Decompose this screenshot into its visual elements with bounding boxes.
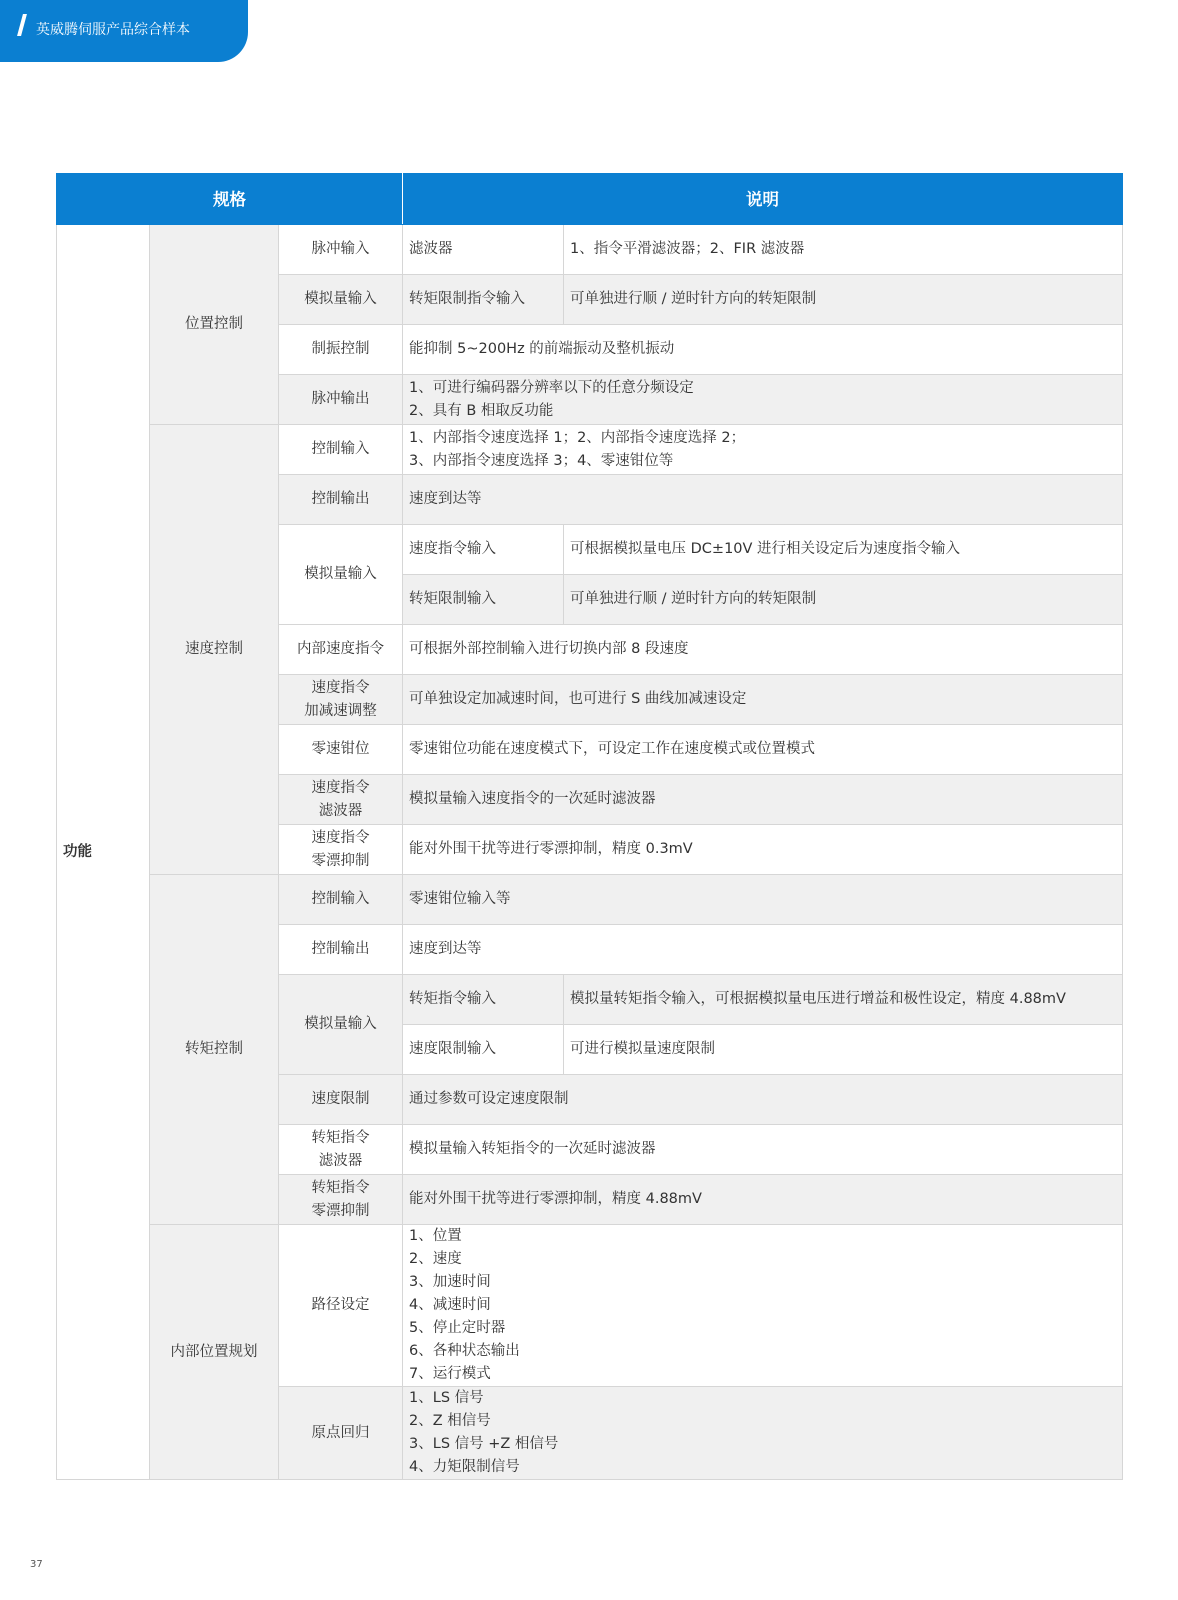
row-sublabel: 速度限制输入	[403, 1025, 564, 1075]
row-label: 控制输出	[279, 925, 403, 975]
row-label	[279, 1125, 403, 1175]
row-value: 速度到达等	[403, 475, 1123, 525]
row-label: 原点回归	[279, 1387, 403, 1480]
row-value: 可单独进行顺 / 逆时针方向的转矩限制	[564, 575, 1123, 625]
row-value: 能对外围干扰等进行零漂抑制，精度 4.88mV	[403, 1175, 1123, 1225]
value-line: 4、力矩限制信号	[409, 1459, 520, 1475]
row-value	[403, 1225, 1123, 1387]
page-number: 37	[30, 1559, 43, 1570]
row-value: 可单独设定加减速时间，也可进行 S 曲线加减速设定	[403, 675, 1123, 725]
section-planning: 内部位置规划	[150, 1225, 279, 1480]
row-sublabel: 速度指令输入	[403, 525, 564, 575]
header-spec: 规格	[57, 174, 403, 225]
section-position: 位置控制	[150, 225, 279, 425]
value-line: 5、停止定时器	[409, 1320, 506, 1336]
label-line: 转矩指令	[311, 1129, 370, 1146]
value-line: 3、LS 信号 +Z 相信号	[409, 1436, 559, 1452]
label-line: 速度指令	[311, 829, 370, 846]
row-sublabel: 滤波器	[403, 225, 564, 275]
slash-icon	[17, 14, 27, 36]
row-label: 模拟量输入	[279, 975, 403, 1075]
row-value: 能对外围干扰等进行零漂抑制，精度 0.3mV	[403, 825, 1123, 875]
value-line: 6、各种状态输出	[409, 1343, 520, 1359]
row-value	[403, 425, 1123, 475]
row-label: 零速钳位	[279, 725, 403, 775]
header-title: 英威腾伺服产品综合样本	[36, 22, 190, 38]
category-cell: 功能	[57, 225, 150, 1480]
label-line: 滤波器	[318, 1152, 363, 1169]
section-speed: 速度控制	[150, 425, 279, 875]
label-line: 零漂抑制	[311, 1202, 370, 1219]
row-label: 制振控制	[279, 325, 403, 375]
row-label: 脉冲输入	[279, 225, 403, 275]
row-value: 可根据外部控制输入进行切换内部 8 段速度	[403, 625, 1123, 675]
row-label: 内部速度指令	[279, 625, 403, 675]
row-label: 模拟量输入	[279, 275, 403, 325]
row-value: 能抑制 5~200Hz 的前端振动及整机振动	[403, 325, 1123, 375]
row-value: 可单独进行顺 / 逆时针方向的转矩限制	[564, 275, 1123, 325]
row-sublabel: 转矩限制输入	[403, 575, 564, 625]
label-line: 速度指令	[311, 779, 370, 796]
spec-table	[56, 173, 1123, 1480]
label-line: 零漂抑制	[311, 852, 370, 869]
row-value: 模拟量输入速度指令的一次延时滤波器	[403, 775, 1123, 825]
row-value: 模拟量输入转矩指令的一次延时滤波器	[403, 1125, 1123, 1175]
row-value	[403, 375, 1123, 425]
value-line: 3、内部指令速度选择 3；4、零速钳位等	[409, 452, 674, 469]
section-torque: 转矩控制	[150, 875, 279, 1225]
row-value: 模拟量转矩指令输入，可根据模拟量电压进行增益和极性设定，精度 4.88mV	[564, 975, 1123, 1025]
value-line: 7、运行模式	[409, 1366, 491, 1382]
row-label: 速度限制	[279, 1075, 403, 1125]
row-value: 零速钳位功能在速度模式下，可设定工作在速度模式或位置模式	[403, 725, 1123, 775]
label-line: 加减速调整	[304, 702, 377, 719]
row-value	[403, 1387, 1123, 1480]
header-desc: 说明	[403, 174, 1123, 225]
row-label	[279, 775, 403, 825]
row-value: 速度到达等	[403, 925, 1123, 975]
row-value: 通过参数可设定速度限制	[403, 1075, 1123, 1125]
row-label: 控制输入	[279, 425, 403, 475]
value-line: 4、减速时间	[409, 1297, 491, 1313]
label-line: 滤波器	[318, 802, 363, 819]
row-label: 控制输入	[279, 875, 403, 925]
row-label: 模拟量输入	[279, 525, 403, 625]
label-line: 速度指令	[311, 679, 370, 696]
row-value: 可进行模拟量速度限制	[564, 1025, 1123, 1075]
label-line: 转矩指令	[311, 1179, 370, 1196]
value-line: 1、内部指令速度选择 1；2、内部指令速度选择 2；	[409, 429, 746, 446]
value-line: 2、Z 相信号	[409, 1413, 491, 1429]
header-tab	[0, 0, 248, 62]
row-value: 零速钳位输入等	[403, 875, 1123, 925]
row-label: 路径设定	[279, 1225, 403, 1387]
value-line: 2、具有 B 相取反功能	[409, 402, 554, 419]
row-label: 脉冲输出	[279, 375, 403, 425]
row-sublabel: 转矩指令输入	[403, 975, 564, 1025]
row-label: 控制输出	[279, 475, 403, 525]
row-label	[279, 675, 403, 725]
value-line: 1、位置	[409, 1228, 462, 1244]
value-line: 3、加速时间	[409, 1274, 491, 1290]
value-line: 1、可进行编码器分辨率以下的任意分频设定	[409, 379, 694, 396]
row-value: 1、指令平滑滤波器；2、FIR 滤波器	[564, 225, 1123, 275]
row-label	[279, 825, 403, 875]
row-label	[279, 1175, 403, 1225]
value-line: 1、LS 信号	[409, 1390, 484, 1406]
row-value: 可根据模拟量电压 DC±10V 进行相关设定后为速度指令输入	[564, 525, 1123, 575]
value-line: 2、速度	[409, 1251, 462, 1267]
row-sublabel: 转矩限制指令输入	[403, 275, 564, 325]
